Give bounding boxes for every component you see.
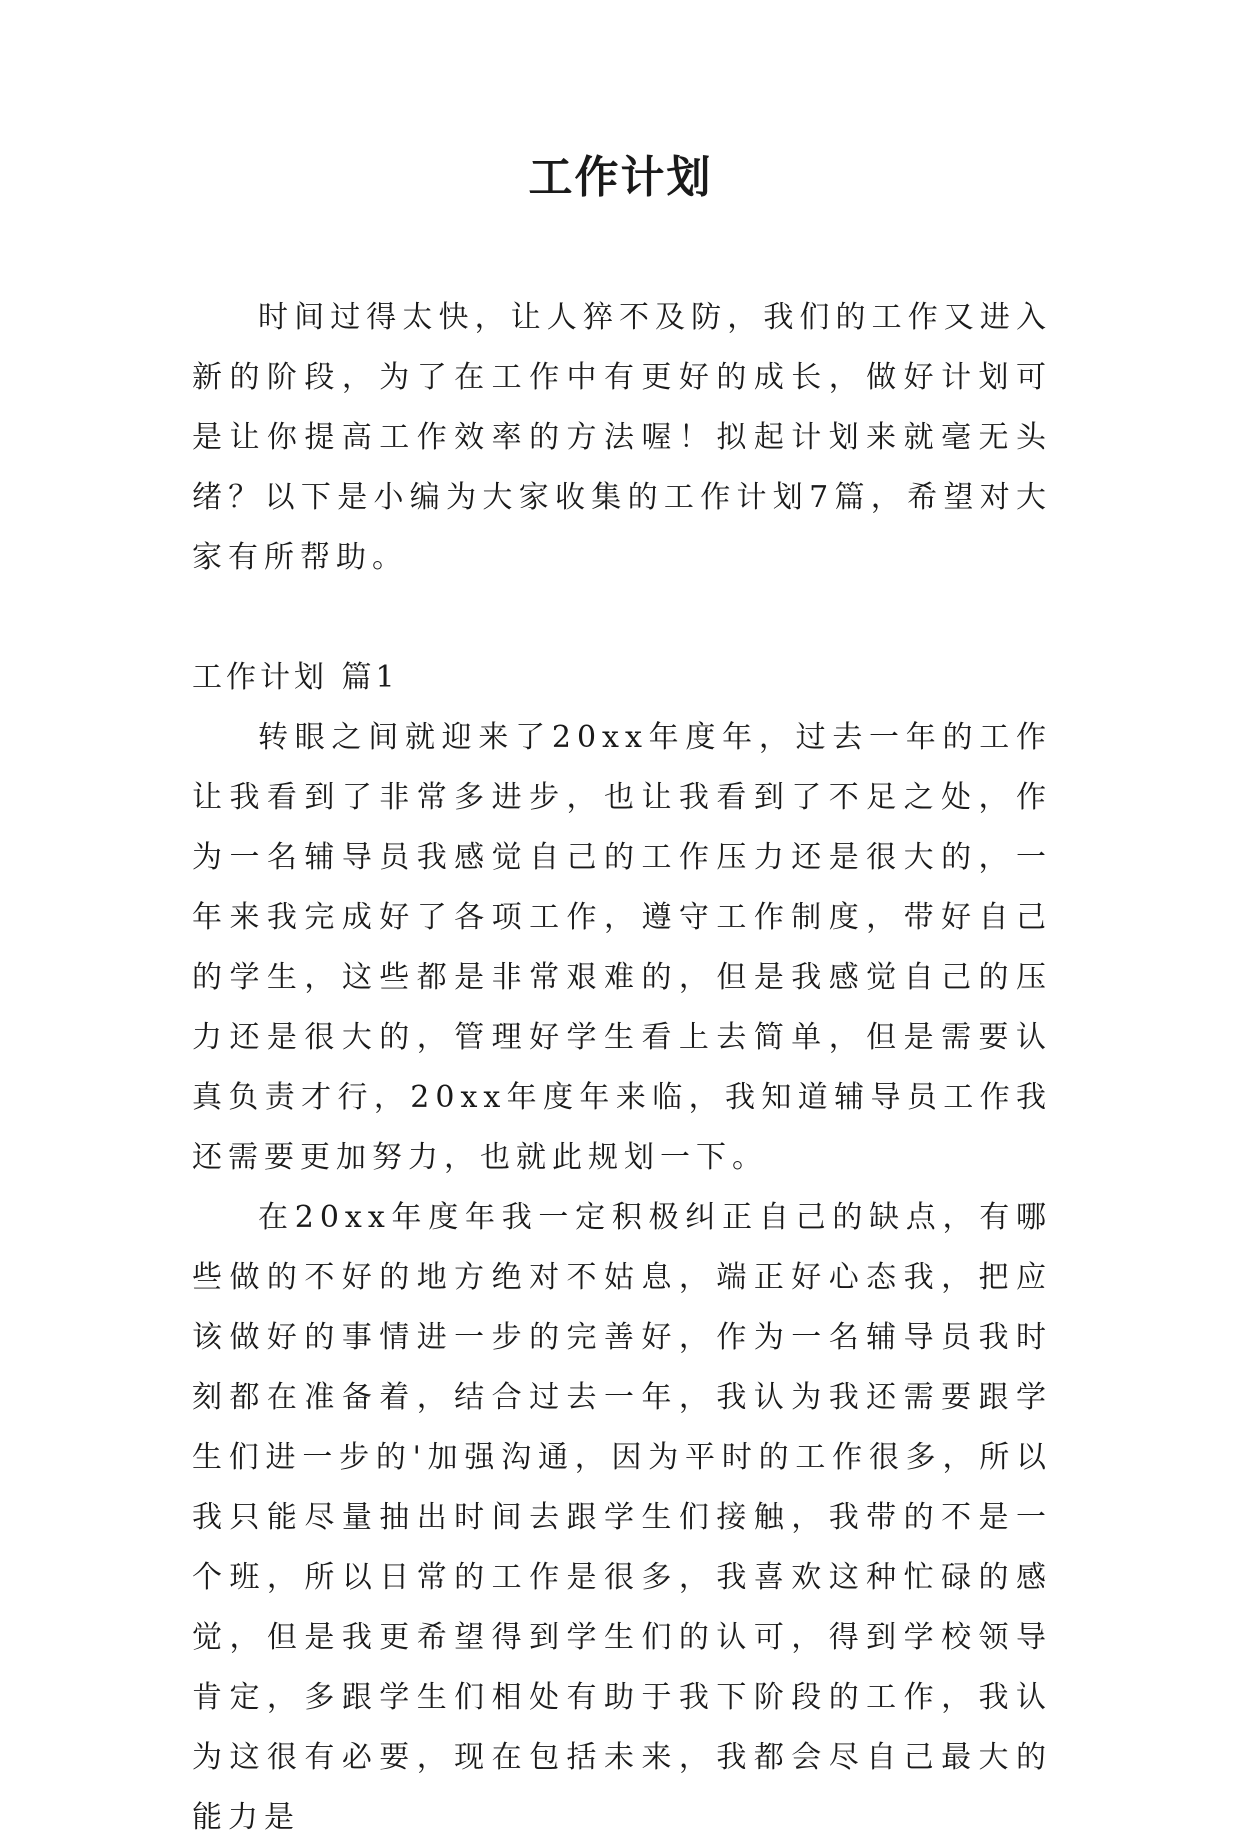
intro-paragraph: 时间过得太快，让人猝不及防，我们的工作又进入新的阶段，为了在工作中有更好的成长，做好计划可是让你提高工作效率的方法喔！拟起计划来就毫无头绪？以下是小编为大家收集的工作计划7篇，希望对大家有所帮助。 bbox=[192, 300, 1052, 575]
document-body bbox=[192, 288, 1052, 1848]
body-paragraph-1: 转眼之间就迎来了20xx年度年，过去一年的工作让我看到了非常多进步，也让我看到了不足之处，作为一名辅导员我感觉自己的工作压力还是很大的，一年来我完成好了各项工作，遵守工作制度，带好自己的学生，这些都是非常艰难的，但是我感觉自己的压力还是很大的，管理好学生看上去简单，但是需要认真负责才行，20xx年度年来临，我知道辅导员工作我还需要更加努力，也就此规划一下。 bbox=[192, 720, 1052, 1175]
section-heading: 工作计划 篇1 bbox=[192, 660, 399, 695]
document-title: 工作计划 bbox=[528, 152, 713, 203]
body-paragraph-2: 在20xx年度年我一定积极纠正自己的缺点，有哪些做的不好的地方绝对不姑息，端正好心态我，把应该做好的事情进一步的完善好，作为一名辅导员我时刻都在准备着，结合过去一年，我认为我还需要跟学生们进一步的'加强沟通，因为平时的工作很多，所以我只能尽量抽出时间去跟学生们接触，我带的不是一个班，所以日常的工作是很多，我喜欢这种忙碌的感觉，但是我更希望得到学生们的认可，得到学校领导肯定，多跟学生们相处有助于我下阶段的工作，我认为这很有必要，现在包括未来，我都会尽自己最大的能力是 bbox=[192, 1200, 1052, 1835]
